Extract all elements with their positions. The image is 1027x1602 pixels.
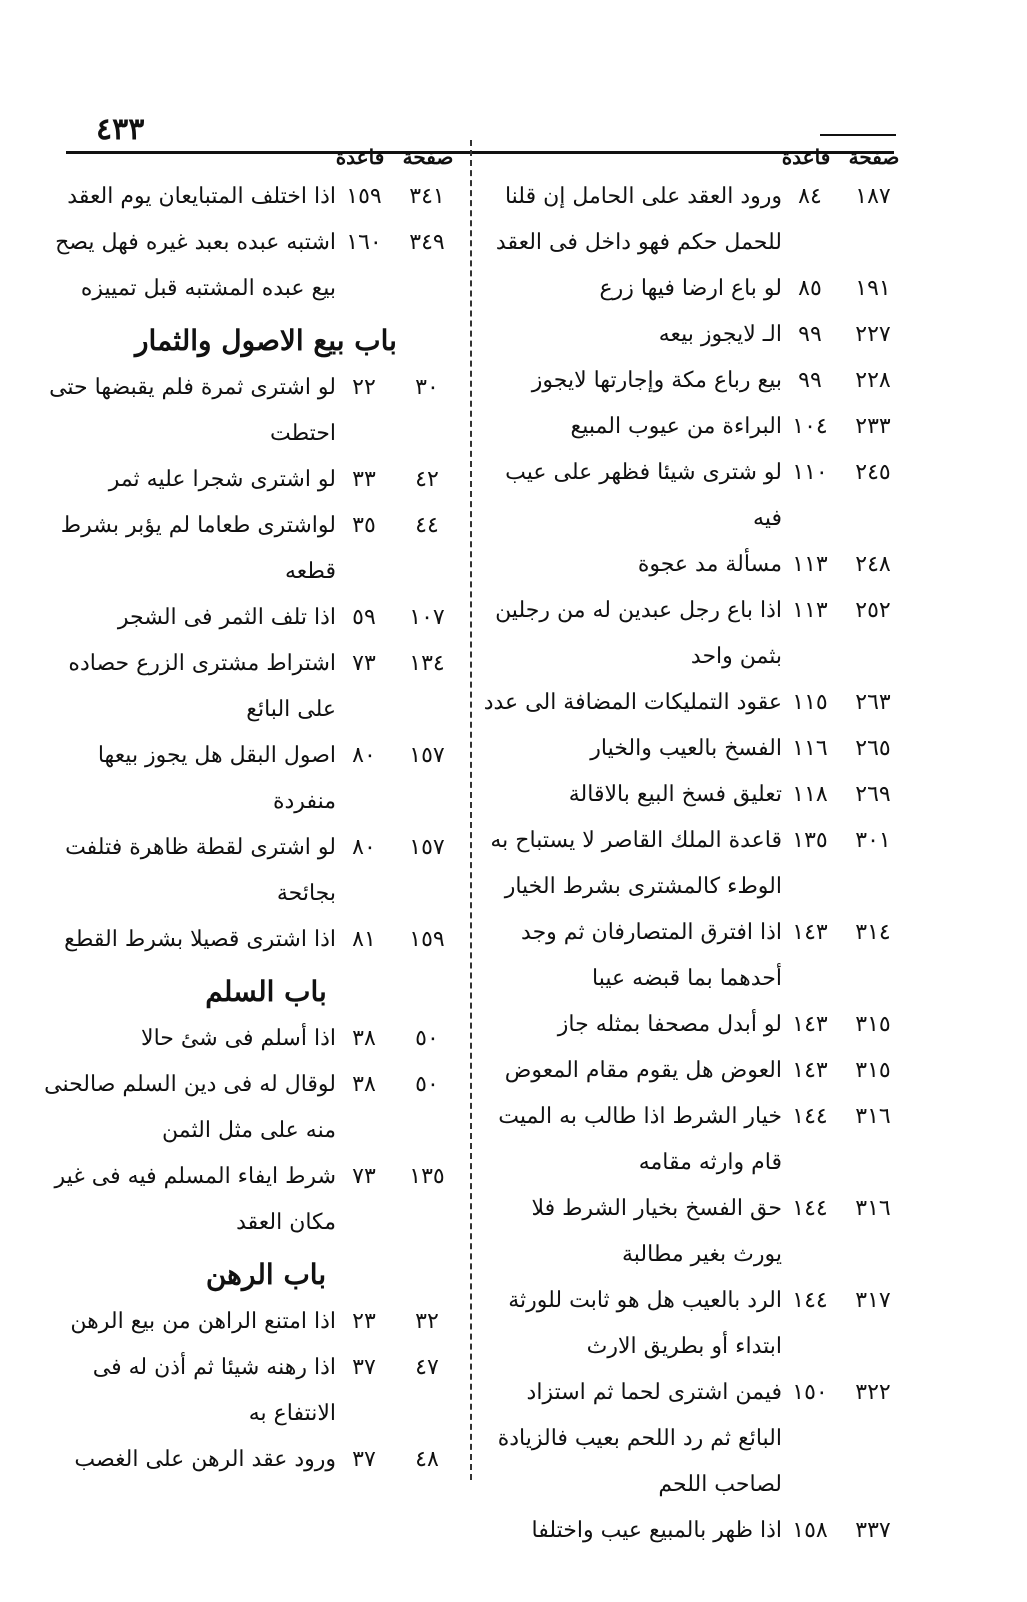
entry-text: لو شترى شيئا فظهر على عيب فيه: [505, 460, 782, 531]
index-entry: [478, 1094, 908, 1186]
entry-page-number: ١٨٧: [855, 184, 891, 209]
entry-rule-number: ٢٣: [352, 1309, 376, 1334]
entry-page-number: ٣١٦: [855, 1104, 891, 1129]
entry-text: اذا رهنه شيئا ثم أذن له فى الانتفاع به: [92, 1355, 336, 1426]
entry-page-number: ٢٦٥: [855, 736, 891, 761]
entry-page-number: ١٠٧: [409, 605, 445, 630]
entry-page-number: ١٥٩: [409, 927, 445, 952]
header-rule-short: [820, 134, 896, 136]
entry-rule-number: ١٤٣: [792, 1012, 828, 1037]
index-entry: [478, 910, 908, 1002]
left-salam-entries: [30, 1016, 462, 1246]
right-entries: [478, 174, 908, 1554]
entry-text: حق الفسخ بخيار الشرط فلا يورث بغير مطالبة: [531, 1196, 782, 1267]
entry-page-number: ٥٠: [415, 1026, 439, 1051]
index-entry: [30, 220, 462, 312]
index-entry: [30, 365, 462, 457]
entry-text: بيع رباع مكة وإجارتها لايجوز: [531, 368, 782, 393]
column-divider: [470, 140, 472, 1480]
entry-page-number: ٤٤: [415, 513, 439, 538]
index-entry: [30, 733, 462, 825]
entry-text: ورود عقد الرهن على الغصب: [74, 1447, 336, 1472]
entry-rule-number: ١١٣: [792, 598, 828, 623]
entry-text: لوقال له فى دين السلم صالحنى منه على مثل الثمن: [44, 1072, 336, 1143]
entry-page-number: ٢٤٥: [855, 460, 891, 485]
right-column-header: [478, 140, 908, 174]
entry-page-number: ٢٤٨: [855, 552, 891, 577]
entry-text: قاعدة الملك القاصر لا يستباح به الوطء كالمشترى بشرط الخيار: [490, 828, 782, 899]
entry-text: البراءة من عيوب المبيع: [570, 414, 782, 439]
entry-text: عقود التمليكات المضافة الى عدد: [483, 690, 782, 715]
index-entry: [478, 680, 908, 726]
entry-rule-number: ١٥٨: [792, 1518, 828, 1543]
index-entry: [30, 1437, 462, 1483]
entry-rule-number: ٩٩: [798, 368, 822, 393]
entry-rule-number: ٩٩: [798, 322, 822, 347]
entry-page-number: ١٣٥: [409, 1164, 445, 1189]
entry-text: شرط ايفاء المسلم فيه فى غير مكان العقد: [54, 1164, 336, 1235]
entry-rule-number: ٨٠: [352, 743, 376, 768]
index-entry: [30, 1154, 462, 1246]
entry-page-number: ٣٢٢: [855, 1380, 891, 1405]
index-entry: [478, 1370, 908, 1508]
entry-page-number: ١٩١: [855, 276, 891, 301]
entry-text: الفسخ بالعيب والخيار: [590, 736, 782, 761]
entry-page-number: ٢٢٨: [855, 368, 891, 393]
entry-text: اشتراط مشترى الزرع حصاده على البائع: [68, 651, 336, 722]
index-entry: [478, 1048, 908, 1094]
index-entry: [478, 312, 908, 358]
entry-text: لو اشترى شجرا عليه ثمر: [108, 467, 336, 492]
entry-text: اذا امتنع الراهن من بيع الرهن: [70, 1309, 336, 1334]
entry-page-number: ٣٠١: [855, 828, 891, 853]
section-title-rahn: باب الرهن: [205, 1258, 327, 1291]
entry-text: اذا ظهر بالمبيع عيب واختلفا: [531, 1518, 782, 1543]
entry-page-number: ٣٤١: [409, 184, 445, 209]
entry-rule-number: ٨٤: [798, 184, 822, 209]
entry-rule-number: ١١٥: [792, 690, 828, 715]
entry-text: لو باع ارضا فيها زرع: [599, 276, 782, 301]
entry-text: العوض هل يقوم مقام المعوض: [504, 1058, 782, 1083]
entry-rule-number: ١٦٠: [346, 230, 382, 255]
entry-rule-number: ١٣٥: [792, 828, 828, 853]
entry-rule-number: ٨٠: [352, 835, 376, 860]
page-number: ٤٣٣: [96, 112, 145, 147]
entry-text: لو اشترى لقطة ظاهرة فتلفت بجائحة: [65, 835, 336, 906]
entry-rule-number: ١٤٤: [792, 1288, 828, 1313]
entry-rule-number: ١٤٤: [792, 1104, 828, 1129]
entry-text: اذا اختلف المتبايعان يوم العقد: [67, 184, 336, 209]
entry-page-number: ٣١٧: [855, 1288, 891, 1313]
header-rule-label: قاعدة: [335, 145, 385, 169]
entry-rule-number: ٣٧: [352, 1355, 376, 1380]
entry-text: اشتبه عبده بعبد غيره فهل يصح بيع عبده المشتبه قبل تمييزه: [55, 230, 336, 301]
entry-text: الـ لايجوز بيعه: [658, 322, 782, 347]
entry-page-number: ١٣٤: [409, 651, 445, 676]
index-entry: [478, 726, 908, 772]
entry-rule-number: ١٥٩: [346, 184, 382, 209]
index-entry: [478, 588, 908, 680]
index-entry: [30, 174, 462, 220]
index-entry: [478, 1278, 908, 1370]
entry-rule-number: ٥٩: [352, 605, 376, 630]
left-rahn-entries: [30, 1299, 462, 1483]
entry-page-number: ٢٢٧: [855, 322, 891, 347]
entry-rule-number: ٣٣: [352, 467, 376, 492]
entry-page-number: ٣٤٩: [409, 230, 445, 255]
entry-page-number: ٣٣٧: [855, 1518, 891, 1543]
entry-page-number: ٤٢: [415, 467, 439, 492]
index-entry: [478, 818, 908, 910]
entry-page-number: ٣١٦: [855, 1196, 891, 1221]
entry-text: خيار الشرط اذا طالب به الميت قام وارثه مقامه: [498, 1104, 782, 1175]
entry-text: الرد بالعيب هل هو ثابت للورثة ابتداء أو بطريق الارث: [508, 1288, 782, 1359]
entry-page-number: ٣١٥: [855, 1012, 891, 1037]
index-entry: [478, 1002, 908, 1048]
entry-text: فيمن اشترى لحما ثم استزاد البائع ثم رد اللحم بعيب فالزيادة لصاحب اللحم: [497, 1380, 782, 1497]
index-entry: [478, 174, 908, 266]
entry-text: لو اشترى ثمرة فلم يقبضها حتى احتطت: [49, 375, 336, 446]
entry-page-number: ٢٦٩: [855, 782, 891, 807]
entry-rule-number: ٢٢: [352, 375, 376, 400]
entry-page-number: ٢٦٣: [855, 690, 891, 715]
entry-text: تعليق فسخ البيع بالاقالة: [568, 782, 782, 807]
header-rule-label: قاعدة: [781, 145, 831, 169]
entry-page-number: ١٥٧: [409, 835, 445, 860]
entry-text: اذا افترق المتصارفان ثم وجد أحدهما بما قبضه عيبا: [521, 920, 782, 991]
header-page: صفحة: [402, 145, 454, 169]
entry-rule-number: ١٥٠: [792, 1380, 828, 1405]
index-entry: [478, 404, 908, 450]
entry-rule-number: ٧٣: [352, 651, 376, 676]
index-entry: [478, 772, 908, 818]
index-entry: [30, 1345, 462, 1437]
entry-rule-number: ٨٥: [798, 276, 822, 301]
section-title-salam: باب السلم: [205, 975, 327, 1008]
index-entry: [478, 450, 908, 542]
entry-page-number: ٣١٤: [855, 920, 891, 945]
entry-text: لو أبدل مصحفا بمثله جاز: [557, 1012, 782, 1037]
entry-text: اذا أسلم فى شئ حالا: [141, 1026, 336, 1051]
index-entry: [30, 457, 462, 503]
entry-text: اذا تلف الثمر فى الشجر: [117, 605, 336, 630]
entry-rule-number: ١١٦: [792, 736, 828, 761]
entry-page-number: ١٥٧: [409, 743, 445, 768]
index-entry: [30, 1299, 462, 1345]
entry-page-number: ٣٢: [415, 1309, 439, 1334]
right-column: [478, 140, 908, 1554]
index-entry: [30, 1062, 462, 1154]
entry-page-number: ٢٣٣: [855, 414, 891, 439]
entry-text: لواشترى طعاما لم يؤبر بشرط قطعه: [60, 513, 336, 584]
index-entry: [478, 542, 908, 588]
entry-rule-number: ٨١: [352, 927, 376, 952]
index-entry: [30, 825, 462, 917]
entry-rule-number: ١٤٤: [792, 1196, 828, 1221]
entry-text: ورود العقد على الحامل إن قلنا للحمل حكم فهو داخل فى العقد: [495, 184, 782, 255]
entry-rule-number: ١٤٣: [792, 1058, 828, 1083]
entry-rule-number: ١٠٤: [792, 414, 828, 439]
left-usul-entries: [30, 365, 462, 963]
entry-rule-number: ١١٣: [792, 552, 828, 577]
entry-text: اذا باع رجل عبدين له من رجلين بثمن واحد: [495, 598, 782, 669]
entry-rule-number: ١١٠: [792, 460, 828, 485]
entry-page-number: ٥٠: [415, 1072, 439, 1097]
section-title-usul: باب بيع الاصول والثمار: [135, 324, 397, 357]
entry-rule-number: ١١٨: [792, 782, 828, 807]
index-entry: [478, 266, 908, 312]
left-column-header: [30, 140, 462, 174]
entry-page-number: ٤٧: [415, 1355, 439, 1380]
entry-page-number: ٤٨: [415, 1447, 439, 1472]
header-page: صفحة: [848, 145, 900, 169]
entry-page-number: ٢٥٢: [855, 598, 891, 623]
entry-page-number: ٣١٥: [855, 1058, 891, 1083]
entry-rule-number: ٣٨: [352, 1026, 376, 1051]
entry-rule-number: ٣٥: [352, 513, 376, 538]
entry-text: اذا اشترى قصيلا بشرط القطع: [64, 927, 336, 952]
left-top-entries: [30, 174, 462, 312]
index-entry: [30, 503, 462, 595]
entry-text: مسألة مد عجوة: [637, 552, 782, 577]
entry-rule-number: ١٤٣: [792, 920, 828, 945]
left-column: [30, 140, 462, 1483]
index-entry: [478, 1186, 908, 1278]
index-entry: [30, 595, 462, 641]
entry-rule-number: ٧٣: [352, 1164, 376, 1189]
entry-rule-number: ٣٧: [352, 1447, 376, 1472]
index-entry: [30, 641, 462, 733]
entry-page-number: ٣٠: [415, 375, 439, 400]
index-entry: [478, 1508, 908, 1554]
entry-text: اصول البقل هل يجوز بيعها منفردة: [97, 743, 336, 814]
index-entry: [478, 358, 908, 404]
index-entry: [30, 1016, 462, 1062]
entry-rule-number: ٣٨: [352, 1072, 376, 1097]
index-entry: [30, 917, 462, 963]
